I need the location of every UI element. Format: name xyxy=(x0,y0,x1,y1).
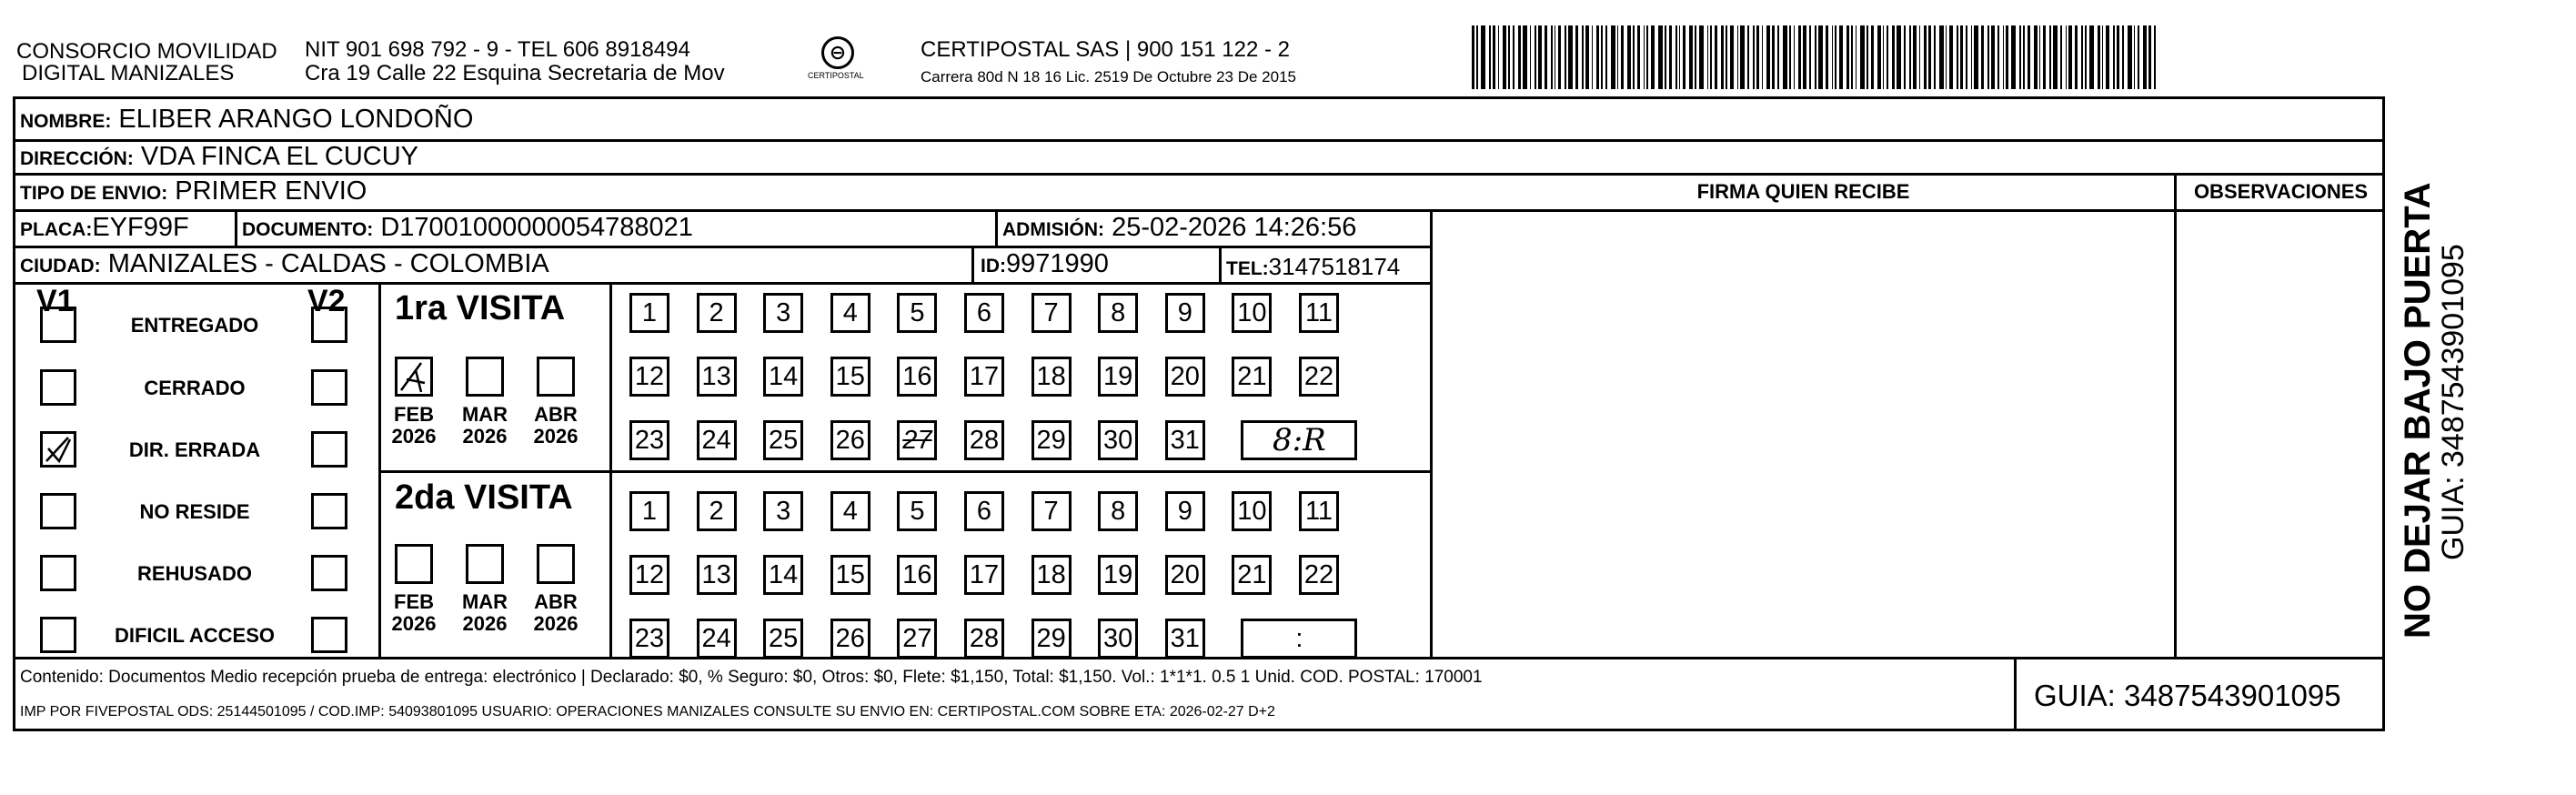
nombre-field xyxy=(20,104,473,137)
first-time-box[interactable]: 8:R xyxy=(1241,420,1357,460)
v2-checkbox[interactable] xyxy=(311,431,347,468)
placa-field xyxy=(20,212,189,246)
ciudad-value: MANIZALES - CALDAS - COLOMBIA xyxy=(107,249,549,278)
nombre-label: NOMBRE: xyxy=(20,111,112,132)
v2-checkbox[interactable] xyxy=(311,493,347,529)
barcode-bar xyxy=(1909,25,1911,89)
barcode-bar xyxy=(2154,25,2156,89)
barcode-bar xyxy=(1621,25,1624,89)
first-day-box[interactable]: 28 xyxy=(964,420,1004,460)
barcode-bar xyxy=(1675,25,1677,89)
second-month-label: MAR xyxy=(461,590,508,613)
barcode-bar xyxy=(2075,25,2078,89)
barcode-bar xyxy=(1611,25,1615,89)
second-day-box[interactable]: 12 xyxy=(629,555,669,595)
second-day-box[interactable]: 1 xyxy=(629,491,669,531)
barcode-bar xyxy=(2011,25,2016,89)
second-day-box[interactable]: 18 xyxy=(1031,555,1072,595)
first-day-box[interactable]: 6 xyxy=(964,293,1004,333)
barcode-bar xyxy=(1585,25,1589,89)
logo-text: CERTIPOSTAL xyxy=(808,71,864,80)
second-year-label: 2026 xyxy=(533,612,579,635)
first-day-box[interactable]: 18 xyxy=(1031,357,1072,397)
first-month-box[interactable] xyxy=(395,357,433,397)
barcode-bar xyxy=(2128,25,2132,89)
v1-checkbox[interactable] xyxy=(40,493,76,529)
barcode-bar xyxy=(1971,25,1972,89)
second-day-box[interactable]: 16 xyxy=(897,555,937,595)
barcode-bar xyxy=(1646,25,1648,89)
direccion-label: DIRECCIÓN: xyxy=(20,148,134,169)
barcode-bar xyxy=(1596,25,1599,89)
barcode-bar xyxy=(1633,25,1635,89)
second-day-box[interactable]: 17 xyxy=(964,555,1004,595)
second-month-box[interactable] xyxy=(466,544,504,584)
second-day-box[interactable]: 10 xyxy=(1232,491,1272,531)
first-month-box[interactable] xyxy=(466,357,504,397)
v2-header: V2 xyxy=(307,284,346,318)
barcode-bar xyxy=(1498,25,1499,89)
first-day-box[interactable]: 22 xyxy=(1299,357,1339,397)
first-day-box[interactable]: 16 xyxy=(897,357,937,397)
first-month-label: FEB xyxy=(394,403,434,426)
second-day-box[interactable]: 30 xyxy=(1098,619,1138,659)
barcode-bar xyxy=(1798,25,1801,89)
v1-header: V1 xyxy=(36,284,75,318)
first-day-box[interactable]: 3 xyxy=(763,293,803,333)
v1-checkbox[interactable] xyxy=(40,431,76,468)
barcode-bar xyxy=(2138,25,2139,89)
first-day-box[interactable]: 24 xyxy=(697,420,737,460)
consortium-name-line1: CONSORCIO MOVILIDAD xyxy=(16,39,277,64)
barcode-bar xyxy=(1835,25,1836,89)
barcode-bar xyxy=(1592,25,1593,89)
barcode-bar xyxy=(1710,25,1712,89)
barcode-bar xyxy=(1904,25,1906,89)
barcode-bar xyxy=(1518,25,1521,89)
first-visit-title: 1ra VISITA xyxy=(395,289,566,327)
ciudad-field xyxy=(20,248,549,282)
barcode-bar xyxy=(2049,25,2051,89)
second-day-box[interactable]: 31 xyxy=(1165,619,1205,659)
second-day-box[interactable]: 20 xyxy=(1165,555,1205,595)
first-day-box[interactable]: 27 xyxy=(897,420,937,460)
barcode-bar xyxy=(2068,25,2072,89)
carrier-address: Carrera 80d N 18 16 Lic. 2519 De Octubre 23 De 2015 xyxy=(921,68,1296,86)
barcode-bar xyxy=(1987,25,1989,89)
second-day-box[interactable]: 15 xyxy=(830,555,870,595)
barcode-bar xyxy=(1679,25,1680,89)
barcode-bar xyxy=(1756,25,1759,89)
second-day-box[interactable]: 13 xyxy=(697,555,737,595)
barcode-bar xyxy=(1699,25,1704,89)
first-day-box[interactable]: 25 xyxy=(763,420,803,460)
barcode-bar xyxy=(2102,25,2103,89)
second-day-box[interactable]: 2 xyxy=(697,491,737,531)
documento-field xyxy=(242,212,693,246)
barcode-bar xyxy=(1919,25,1920,89)
barcode-bar xyxy=(2034,25,2038,89)
barcode-bar xyxy=(1913,25,1917,89)
documento-label: DOCUMENTO: xyxy=(242,219,374,240)
barcode-bar xyxy=(2085,25,2087,89)
status-label: REHUSADO xyxy=(137,562,252,585)
tipo-envio-value: PRIMER ENVIO xyxy=(175,176,367,206)
barcode-bar xyxy=(1815,25,1816,89)
barcode-bar xyxy=(1707,25,1708,89)
barcode-bar xyxy=(1726,25,1727,89)
second-day-box[interactable]: 21 xyxy=(1232,555,1272,595)
barcode-bar xyxy=(1877,25,1881,89)
barcode-bar xyxy=(1924,25,1927,89)
barcode-bar xyxy=(1974,25,1978,89)
barcode-bar xyxy=(1772,25,1775,89)
second-day-box[interactable]: 19 xyxy=(1098,555,1138,595)
direccion-field xyxy=(20,141,418,175)
v1-checkbox[interactable] xyxy=(40,555,76,591)
second-day-box[interactable]: 22 xyxy=(1299,555,1339,595)
barcode-bar xyxy=(1753,25,1755,89)
nombre-value: ELIBER ARANGO LONDOÑO xyxy=(118,105,474,134)
barcode-bar xyxy=(1856,25,1857,89)
barcode-bar xyxy=(1523,25,1527,89)
observaciones-column-header: OBSERVACIONES xyxy=(2193,180,2369,203)
barcode-bar xyxy=(1887,25,1888,89)
barcode-bar xyxy=(2113,25,2115,89)
first-day-box[interactable]: 14 xyxy=(763,357,803,397)
v1-checkbox[interactable] xyxy=(40,617,76,653)
tel-field xyxy=(1226,251,1400,285)
admision-label: ADMISIÓN: xyxy=(1002,219,1104,240)
first-day-box[interactable]: 1 xyxy=(629,293,669,333)
barcode-bar xyxy=(1809,25,1811,89)
barcode-bar xyxy=(2148,25,2151,89)
second-month-label: ABR xyxy=(534,590,578,613)
barcode-bar xyxy=(1794,25,1795,89)
barcode-bar xyxy=(1481,25,1485,89)
id-value: 9971990 xyxy=(1006,249,1109,278)
barcode-bar xyxy=(2122,25,2124,89)
v2-checkbox[interactable] xyxy=(311,307,347,343)
second-day-box[interactable]: 24 xyxy=(697,619,737,659)
tipo-envio-field xyxy=(20,176,367,209)
barcode-bar xyxy=(1665,25,1666,89)
barcode-bar xyxy=(1568,25,1573,89)
second-month-label: FEB xyxy=(394,590,434,613)
second-day-box[interactable]: 5 xyxy=(897,491,937,531)
direccion-value: VDA FINCA EL CUCUY xyxy=(140,142,419,171)
status-label: DIFICIL ACCESO xyxy=(114,624,275,647)
second-year-label: 2026 xyxy=(462,612,508,635)
v1-checkbox[interactable] xyxy=(40,369,76,406)
barcode-bar xyxy=(1513,25,1514,89)
barcode-bar xyxy=(2039,25,2040,89)
barcode-bar xyxy=(1721,25,1724,89)
first-day-box[interactable]: 7 xyxy=(1031,293,1072,333)
barcode-bar xyxy=(1871,25,1874,89)
second-day-box[interactable]: 27 xyxy=(897,619,937,659)
status-label: CERRADO xyxy=(144,377,246,399)
first-month-label: MAR xyxy=(461,403,508,426)
barcode-bar xyxy=(1644,25,1645,89)
second-day-box[interactable]: 11 xyxy=(1299,491,1339,531)
placa-label: PLACA: xyxy=(20,219,93,240)
first-day-box[interactable]: 12 xyxy=(629,357,669,397)
barcode-bar xyxy=(1851,25,1853,89)
first-day-box[interactable]: 20 xyxy=(1165,357,1205,397)
barcode-bar xyxy=(1960,25,1963,89)
barcode-bar xyxy=(1826,25,1828,89)
barcode-bar xyxy=(2006,25,2008,89)
footer-guia: GUIA: 3487543901095 xyxy=(2034,679,2341,712)
barcode-bar xyxy=(1551,25,1553,89)
barcode-bar xyxy=(1627,25,1631,89)
barcode-bar xyxy=(1545,25,1547,89)
barcode-bar xyxy=(1669,25,1672,89)
id-label: ID: xyxy=(981,256,1006,277)
second-day-box[interactable]: 25 xyxy=(763,619,803,659)
carrier-line: CERTIPOSTAL SAS | 900 151 122 - 2 xyxy=(921,37,1290,62)
first-day-box[interactable]: 13 xyxy=(697,357,737,397)
barcode-bar xyxy=(1981,25,1984,89)
barcode-bar xyxy=(1957,25,1958,89)
barcode-bar xyxy=(1991,25,1995,89)
admision-value: 25-02-2026 14:26:56 xyxy=(1112,213,1357,242)
second-month-box[interactable] xyxy=(395,544,433,584)
barcode-bar xyxy=(2117,25,2119,89)
barcode-bar xyxy=(1489,25,1491,89)
barcode-bar xyxy=(1605,25,1607,89)
barcode-bar xyxy=(1637,25,1640,89)
barcode-bar xyxy=(1730,25,1734,89)
barcode-bar xyxy=(1575,25,1578,89)
first-day-box[interactable]: 15 xyxy=(830,357,870,397)
placa-value: EYF99F xyxy=(92,213,189,242)
barcode-bar xyxy=(2143,25,2147,89)
barcode-bar xyxy=(1715,25,1717,89)
barcode-bar xyxy=(1658,25,1663,89)
first-year-label: 2026 xyxy=(462,425,508,448)
barcode-bar xyxy=(1695,25,1696,89)
barcode-bar xyxy=(1530,25,1531,89)
barcode-bar xyxy=(1860,25,1865,89)
first-month-label: ABR xyxy=(534,403,578,426)
barcode-bar xyxy=(1508,25,1510,89)
barcode-bar xyxy=(2089,25,2094,89)
second-visit-title: 2da VISITA xyxy=(395,478,573,517)
barcode-bar xyxy=(1803,25,1806,89)
barcode-bar xyxy=(1601,25,1603,89)
barcode-bar xyxy=(1946,25,1947,89)
second-month-box[interactable] xyxy=(537,544,575,584)
status-label: NO RESIDE xyxy=(139,500,250,523)
barcode-bar xyxy=(1867,25,1868,89)
first-month-box[interactable] xyxy=(537,357,575,397)
barcode-bar xyxy=(1651,25,1655,89)
nit-line: NIT 901 698 792 - 9 - TEL 606 8918494 xyxy=(305,37,690,62)
footer-imp-line: IMP POR FIVEPOSTAL ODS: 25144501095 / COD.IMP: 54093801095 USUARIO: OPERACIONES MANIZALES CONSULTE SU ENVIO EN: CERTIPOSTAL.COM SOBRE ETA: 2026-02-27 D+2 xyxy=(20,704,1275,720)
barcode-bar xyxy=(1949,25,1953,89)
consortium-name-line2: DIGITAL MANIZALES xyxy=(22,61,235,86)
v2-checkbox[interactable] xyxy=(311,617,347,653)
barcode-bar xyxy=(1789,25,1791,89)
first-day-box[interactable]: 4 xyxy=(830,293,870,333)
id-field xyxy=(981,248,1109,282)
second-day-box[interactable]: 7 xyxy=(1031,491,1072,531)
second-time-box[interactable]: : xyxy=(1241,619,1357,659)
barcode-bar xyxy=(1832,25,1833,89)
barcode-bar xyxy=(2106,25,2109,89)
side-guia: GUIA: 3487543901095 xyxy=(2436,244,2470,560)
barcode-bar xyxy=(2081,25,2083,89)
barcode-bar xyxy=(1966,25,1967,89)
barcode-bar xyxy=(1565,25,1566,89)
barcode-bar xyxy=(1846,25,1849,89)
barcode-bar xyxy=(2003,25,2004,89)
firma-column-header: FIRMA QUIEN RECIBE xyxy=(1696,180,1910,203)
barcode-bar xyxy=(1892,25,1895,89)
ciudad-label: CIUDAD: xyxy=(20,256,101,277)
second-day-box[interactable]: 23 xyxy=(629,619,669,659)
first-year-label: 2026 xyxy=(533,425,579,448)
documento-value: D17001000000054788021 xyxy=(380,213,693,242)
address-line: Cra 19 Calle 22 Esquina Secretaria de Mov xyxy=(305,61,725,86)
status-label: DIR. ERRADA xyxy=(128,438,261,461)
barcode-bar xyxy=(1683,25,1685,89)
footer-content-line: Contenido: Documentos Medio recepción prueba de entrega: electrónico | Declarado: $0, % Seguro: $0, Otros: $0, Flete: $1,150, Total: $1,150. Vol.: 1*1*1. 0.5 1 Unid. COD. POSTAL: 170001 xyxy=(20,668,1483,687)
second-day-box[interactable]: 6 xyxy=(964,491,1004,531)
v2-checkbox[interactable] xyxy=(311,555,347,591)
first-year-label: 2026 xyxy=(391,425,437,448)
v2-checkbox[interactable] xyxy=(311,369,347,406)
first-day-box[interactable]: 17 xyxy=(964,357,1004,397)
barcode-bar xyxy=(1883,25,1884,89)
barcode-bar xyxy=(1897,25,1901,89)
first-day-box[interactable]: 31 xyxy=(1165,420,1205,460)
tel-label: TEL: xyxy=(1226,258,1269,279)
barcode-bar xyxy=(2028,25,2030,89)
first-day-box[interactable]: 11 xyxy=(1299,293,1339,333)
barcode-bar xyxy=(1503,25,1506,89)
barcode-bar xyxy=(1939,25,1944,89)
barcode-bar xyxy=(1997,25,1999,89)
barcode-bar xyxy=(1476,25,1478,89)
barcode-bar xyxy=(1472,25,1474,89)
barcode-bar xyxy=(2043,25,2046,89)
barcode-bar xyxy=(1928,25,1931,89)
first-day-box[interactable]: 29 xyxy=(1031,420,1072,460)
barcode-bar xyxy=(1777,25,1779,89)
barcode-bar xyxy=(1762,25,1763,89)
second-day-box[interactable]: 14 xyxy=(763,555,803,595)
barcode-bar xyxy=(1934,25,1936,89)
tipo-envio-label: TIPO DE ENVIO: xyxy=(20,183,168,204)
barcode-bar xyxy=(1617,25,1618,89)
admision-field xyxy=(1002,212,1356,246)
first-day-box[interactable]: 26 xyxy=(830,420,870,460)
first-day-box[interactable]: 23 xyxy=(629,420,669,460)
barcode-bar xyxy=(2134,25,2135,89)
first-day-box[interactable]: 21 xyxy=(1232,357,1272,397)
second-day-box[interactable]: 9 xyxy=(1165,491,1205,531)
barcode-bar xyxy=(2023,25,2025,89)
barcode-bar xyxy=(2060,25,2062,89)
first-day-box[interactable]: 9 xyxy=(1165,293,1205,333)
first-day-box[interactable]: 30 xyxy=(1098,420,1138,460)
second-day-box[interactable]: 28 xyxy=(964,619,1004,659)
barcode-bar xyxy=(1558,25,1561,89)
certipostal-logo-icon: ⊖ xyxy=(821,36,854,69)
barcode-bar xyxy=(2019,25,2021,89)
first-day-box[interactable]: 19 xyxy=(1098,357,1138,397)
barcode-bar xyxy=(1783,25,1787,89)
status-label: ENTREGADO xyxy=(130,314,259,337)
barcode-bar xyxy=(1737,25,1738,89)
first-day-box[interactable]: 10 xyxy=(1232,293,1272,333)
barcode-bar xyxy=(1747,25,1749,89)
barcode-bar xyxy=(1766,25,1770,89)
tel-value: 3147518174 xyxy=(1268,253,1401,280)
first-day-box[interactable]: 8 xyxy=(1098,293,1138,333)
barcode-bar xyxy=(2066,25,2067,89)
first-day-box[interactable]: 2 xyxy=(697,293,737,333)
barcode-bar xyxy=(2098,25,2100,89)
first-day-box[interactable]: 5 xyxy=(897,293,937,333)
second-day-box[interactable]: 4 xyxy=(830,491,870,531)
barcode-bar xyxy=(1535,25,1536,89)
second-day-box[interactable]: 3 xyxy=(763,491,803,531)
second-day-box[interactable]: 26 xyxy=(830,619,870,659)
second-day-box[interactable]: 29 xyxy=(1031,619,1072,659)
second-year-label: 2026 xyxy=(391,612,437,635)
barcode-bar xyxy=(1538,25,1542,89)
barcode-bar xyxy=(1493,25,1495,89)
barcode-bar xyxy=(1818,25,1823,89)
v1-checkbox[interactable] xyxy=(40,307,76,343)
barcode-bar xyxy=(1582,25,1584,89)
second-day-box[interactable]: 8 xyxy=(1098,491,1138,531)
barcode xyxy=(1472,25,2199,89)
barcode-bar xyxy=(2053,25,2058,89)
no-dejar-bajo-puerta: NO DEJAR BAJO PUERTA xyxy=(2398,182,2438,639)
barcode-bar xyxy=(1689,25,1693,89)
barcode-bar xyxy=(1740,25,1745,89)
barcode-bar xyxy=(1839,25,1843,89)
